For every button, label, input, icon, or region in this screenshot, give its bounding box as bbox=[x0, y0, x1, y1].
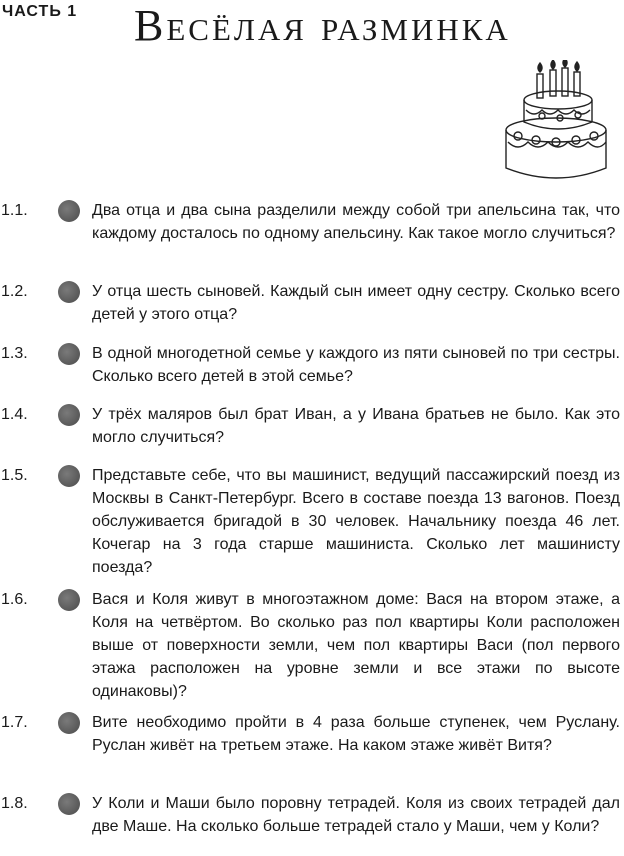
difficulty-dot-icon bbox=[58, 712, 80, 734]
problem-text: У Коли и Маши было поровну тетрадей. Коля из своих тетрадей дал две Маше. На сколько больше тетрадей стало у Маши, чем у Коли? bbox=[92, 795, 620, 835]
problem-text: Вася и Коля живут в многоэтажном доме: Вася на втором этаже, а Коля на четвёртом. Во сколько раз пол квартиры Коли расположен выше от поверхности земли, чем пол квартиры Васи (пол первого этажа расположен на уровне земли и все этажи по высоте одинаковы)? bbox=[92, 591, 620, 700]
problem-text: В одной многодетной семье у каждого из пяти сыновей по три сестры. Сколько всего детей в этой семье? bbox=[92, 345, 620, 385]
difficulty-dot-icon bbox=[58, 465, 80, 487]
difficulty-dot-icon bbox=[58, 589, 80, 611]
problem-number: 1.6. bbox=[1, 591, 28, 608]
difficulty-dot-icon bbox=[58, 404, 80, 426]
problem-number: 1.7. bbox=[1, 714, 28, 731]
problem-number: 1.5. bbox=[1, 467, 28, 484]
problem-text: У отца шесть сыновей. Каждый сын имеет одну сестру. Сколько всего детей у этого отца? bbox=[92, 283, 620, 323]
problem-number: 1.4. bbox=[1, 406, 28, 423]
difficulty-dot-icon bbox=[58, 200, 80, 222]
difficulty-dot-icon bbox=[58, 343, 80, 365]
problem-text: Представьте себе, что вы машинист, ведущий пассажирский поезд из Москвы в Санкт-Петербург. Всего в составе поезда 13 вагонов. Поезд обслуживается бригадой в 30 человек. Начальнику поезда 46 лет. Кочегар на 3 года старше машиниста. Сколько лет машинисту поезда? bbox=[92, 467, 620, 576]
problem-text: Два отца и два сына разделили между собой три апельсина так, что каждому досталось по одному апельсину. Как такое могло случиться? bbox=[92, 202, 620, 242]
problem-number: 1.3. bbox=[1, 345, 28, 362]
problem-text: Вите необходимо пройти в 4 раза больше ступенек, чем Руслану. Руслан живёт на третьем этаже. На каком этаже живёт Витя? bbox=[92, 714, 620, 754]
difficulty-dot-icon bbox=[58, 281, 80, 303]
page-title: Весёлая разминка bbox=[134, 1, 511, 50]
problem-text: У трёх маляров был брат Иван, а у Ивана братьев не было. Как это могло случиться? bbox=[92, 406, 620, 446]
birthday-cake-icon bbox=[500, 60, 610, 190]
problem-number: 1.8. bbox=[1, 795, 28, 812]
problem-number: 1.2. bbox=[1, 283, 28, 300]
problem-number: 1.1. bbox=[1, 202, 28, 219]
part-label: ЧАСТЬ 1 bbox=[2, 3, 78, 20]
difficulty-dot-icon bbox=[58, 793, 80, 815]
